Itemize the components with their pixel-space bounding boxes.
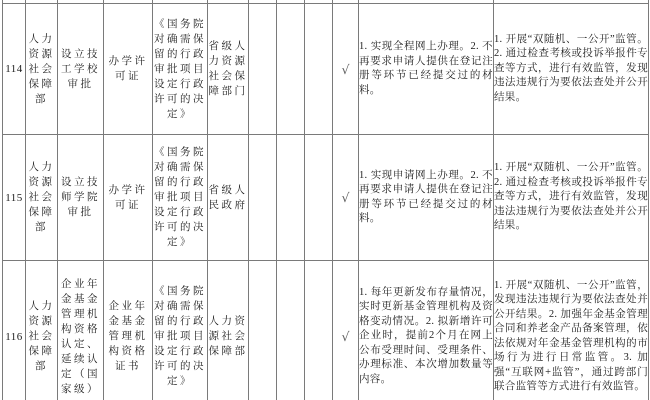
row-number: 114: [3, 4, 26, 135]
supervision-measures-cell: 1. 开展“双随机、一公开”监管，发现违法违规行为要依法查处并公开结果。2. 加强年金基金管理合同和养老金产品备案管理，依法依规对年金基金管理机构的市场行为进行日常监管。3. 加强“互联网+监管”，通过跨部门联合监管等方式进行有效监管。: [494, 261, 649, 400]
certificate-cell: 办学许可证: [104, 135, 153, 261]
table-row-116: [3, 261, 649, 400]
item-name-cell: 企业年金基金管理机构资格认定、延续认定（国家级）: [58, 261, 104, 400]
table-row-114: [3, 4, 649, 135]
department-cell: 人力资源社会保障部: [26, 261, 58, 400]
approval-items-table: [2, 0, 649, 400]
agency-cell: 省级人力资源社会保障部门: [208, 4, 249, 135]
check-cell-1: [249, 261, 277, 400]
agency-cell: 省级人民政府: [208, 135, 249, 261]
row-number: 115: [3, 135, 26, 261]
item-name-cell: 设立技工学校审批: [58, 4, 104, 135]
table-row-115: [3, 135, 649, 261]
check-cell-1: [249, 4, 277, 135]
agency-cell: 人力资源社会保障部: [208, 261, 249, 400]
check-cell-2: [277, 135, 305, 261]
checkmark-cell: √: [333, 135, 359, 261]
check-cell-2: [277, 261, 305, 400]
item-name-cell: 设立技师学院审批: [58, 135, 104, 261]
department-cell: 人力资源社会保障部: [26, 135, 58, 261]
check-cell-3: [305, 135, 333, 261]
certificate-cell: 企业年金基金管理机构资格证书: [104, 261, 153, 400]
row-number: 116: [3, 261, 26, 400]
legal-basis-cell: 《国务院对确需保留的行政审批项目设定行政许可的决定》: [153, 4, 208, 135]
check-cell-3: [305, 4, 333, 135]
supervision-measures-cell: 1. 开展“双随机、一公开”监管。2. 通过检查考核或投诉举报件专查等方式，进行有效监管，发现违法违规行为要依法查处并公开结果。: [494, 135, 649, 261]
service-measures-cell: 1. 每年更新发布存量情况，实时更新基金管理机构及资格变动情况。2. 拟新增许可企业时，提前2个月在网上公布受理时间、受理条件、办理标准、本次增加数量等内容。: [359, 261, 494, 400]
certificate-cell: 办学许可证: [104, 4, 153, 135]
check-cell-1: [249, 135, 277, 261]
check-cell-2: [277, 4, 305, 135]
checkmark-cell: √: [333, 261, 359, 400]
service-measures-cell: 1. 实现申请网上办理。2. 不再要求申请人提供在登记注册等环节已经提交过的材料。: [359, 135, 494, 261]
service-measures-cell: 1. 实现全程网上办理。2. 不再要求申请人提供在登记注册等环节已经提交过的材料。: [359, 4, 494, 135]
department-cell: 人力资源社会保障部: [26, 4, 58, 135]
supervision-measures-cell: 1. 开展“双随机、一公开”监管。2. 通过检查考核或投诉举报件专查等方式，进行有效监管，发现违法违规行为要依法查处并公开结果。: [494, 4, 649, 135]
legal-basis-cell: 《国务院对确需保留的行政审批项目设定行政许可的决定》: [153, 135, 208, 261]
checkmark-cell: √: [333, 4, 359, 135]
legal-basis-cell: 《国务院对确需保留的行政审批项目设定行政许可的决定》: [153, 261, 208, 400]
check-cell-3: [305, 261, 333, 400]
